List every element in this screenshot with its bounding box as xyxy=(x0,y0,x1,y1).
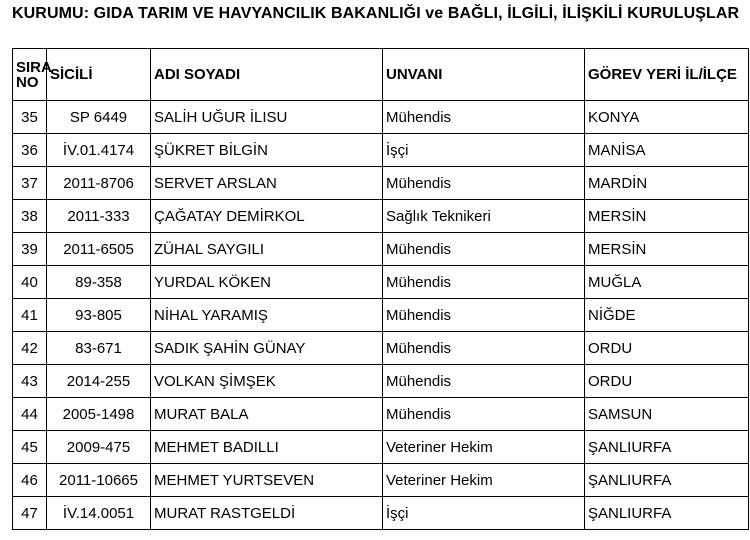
sicil-cell: 2011-6505 xyxy=(47,233,151,266)
table-row xyxy=(13,299,749,332)
name-cell: ŞÜKRET BİLGİN xyxy=(151,134,383,167)
name-cell: VOLKAN ŞİMŞEK xyxy=(151,365,383,398)
sicil-cell: İV.14.0051 xyxy=(47,497,151,530)
name-cell: NİHAL YARAMIŞ xyxy=(151,299,383,332)
name-cell: MURAT BALA xyxy=(151,398,383,431)
location-cell: MUĞLA xyxy=(585,266,749,299)
row-number: 35 xyxy=(13,101,47,134)
table-body xyxy=(13,101,749,530)
name-cell: SALİH UĞUR İLISU xyxy=(151,101,383,134)
name-cell: MEHMET BADILLI xyxy=(151,431,383,464)
header-name: ADI SOYADI xyxy=(151,49,383,101)
row-number: 38 xyxy=(13,200,47,233)
row-number: 43 xyxy=(13,365,47,398)
sicil-cell: 83-671 xyxy=(47,332,151,365)
title-cell: Mühendis xyxy=(383,365,585,398)
row-number: 45 xyxy=(13,431,47,464)
header-sira-line: SIRA xyxy=(16,58,52,76)
location-cell: ŞANLIURFA xyxy=(585,431,749,464)
table-row xyxy=(13,200,749,233)
sicil-cell: 2014-255 xyxy=(47,365,151,398)
location-cell: ŞANLIURFA xyxy=(585,464,749,497)
row-number: 40 xyxy=(13,266,47,299)
sicil-cell: İV.01.4174 xyxy=(47,134,151,167)
row-number: 46 xyxy=(13,464,47,497)
title-cell: Mühendis xyxy=(383,332,585,365)
location-cell: ŞANLIURFA xyxy=(585,497,749,530)
sicil-cell: 89-358 xyxy=(47,266,151,299)
sicil-cell: 2011-10665 xyxy=(47,464,151,497)
title-cell: Veteriner Hekim xyxy=(383,431,585,464)
title-cell: Veteriner Hekim xyxy=(383,464,585,497)
title-cell: Mühendis xyxy=(383,266,585,299)
table-row xyxy=(13,266,749,299)
table-row xyxy=(13,365,749,398)
location-cell: MARDİN xyxy=(585,167,749,200)
row-number: 37 xyxy=(13,167,47,200)
title-cell: İşçi xyxy=(383,497,585,530)
row-number: 47 xyxy=(13,497,47,530)
title-cell: Mühendis xyxy=(383,233,585,266)
title-cell: Sağlık Teknikeri xyxy=(383,200,585,233)
title-cell: İşçi xyxy=(383,134,585,167)
row-number: 39 xyxy=(13,233,47,266)
sicil-cell: 2005-1498 xyxy=(47,398,151,431)
table-row xyxy=(13,101,749,134)
header-sira-no xyxy=(13,49,52,101)
name-cell: MEHMET YURTSEVEN xyxy=(151,464,383,497)
title-cell: Mühendis xyxy=(383,167,585,200)
table-row xyxy=(13,332,749,365)
location-cell: KONYA xyxy=(585,101,749,134)
table-row xyxy=(13,134,749,167)
row-number: 42 xyxy=(13,332,47,365)
sicil-cell: SP 6449 xyxy=(47,101,151,134)
location-cell: SAMSUN xyxy=(585,398,749,431)
title-cell: Mühendis xyxy=(383,101,585,134)
name-cell: SADIK ŞAHİN GÜNAY xyxy=(151,332,383,365)
personnel-table xyxy=(12,48,749,530)
sicil-cell: 2011-8706 xyxy=(47,167,151,200)
header-sicil: SİCİLİ xyxy=(47,49,151,101)
name-cell: ÇAĞATAY DEMİRKOL xyxy=(151,200,383,233)
table-row xyxy=(13,233,749,266)
title-cell: Mühendis xyxy=(383,299,585,332)
header-title: UNVANI xyxy=(383,49,585,101)
table-row xyxy=(13,497,749,530)
location-cell: ORDU xyxy=(585,365,749,398)
title-cell: Mühendis xyxy=(383,398,585,431)
table-row xyxy=(13,431,749,464)
name-cell: MURAT RASTGELDİ xyxy=(151,497,383,530)
sicil-cell: 2009-475 xyxy=(47,431,151,464)
location-cell: ORDU xyxy=(585,332,749,365)
table-header xyxy=(13,49,749,101)
table-row xyxy=(13,167,749,200)
name-cell: SERVET ARSLAN xyxy=(151,167,383,200)
header-no-line: NO xyxy=(16,73,39,91)
table-row xyxy=(13,464,749,497)
sicil-cell: 2011-333 xyxy=(47,200,151,233)
sicil-cell: 93-805 xyxy=(47,299,151,332)
row-number: 44 xyxy=(13,398,47,431)
row-number: 41 xyxy=(13,299,47,332)
location-cell: MERSİN xyxy=(585,200,749,233)
name-cell: YURDAL KÖKEN xyxy=(151,266,383,299)
table-row xyxy=(13,398,749,431)
institution-heading: KURUMU: GIDA TARIM VE HAVYANCILIK BAKANLIĞI ve BAĞLI, İLGİLİ, İLİŞKİLİ KURULUŞLAR xyxy=(12,5,740,22)
location-cell: MERSİN xyxy=(585,233,749,266)
header-location: GÖREV YERİ İL/İLÇE xyxy=(585,49,749,101)
name-cell: ZÜHAL SAYGILI xyxy=(151,233,383,266)
location-cell: NİĞDE xyxy=(585,299,749,332)
row-number: 36 xyxy=(13,134,47,167)
location-cell: MANİSA xyxy=(585,134,749,167)
header-row xyxy=(13,49,749,101)
